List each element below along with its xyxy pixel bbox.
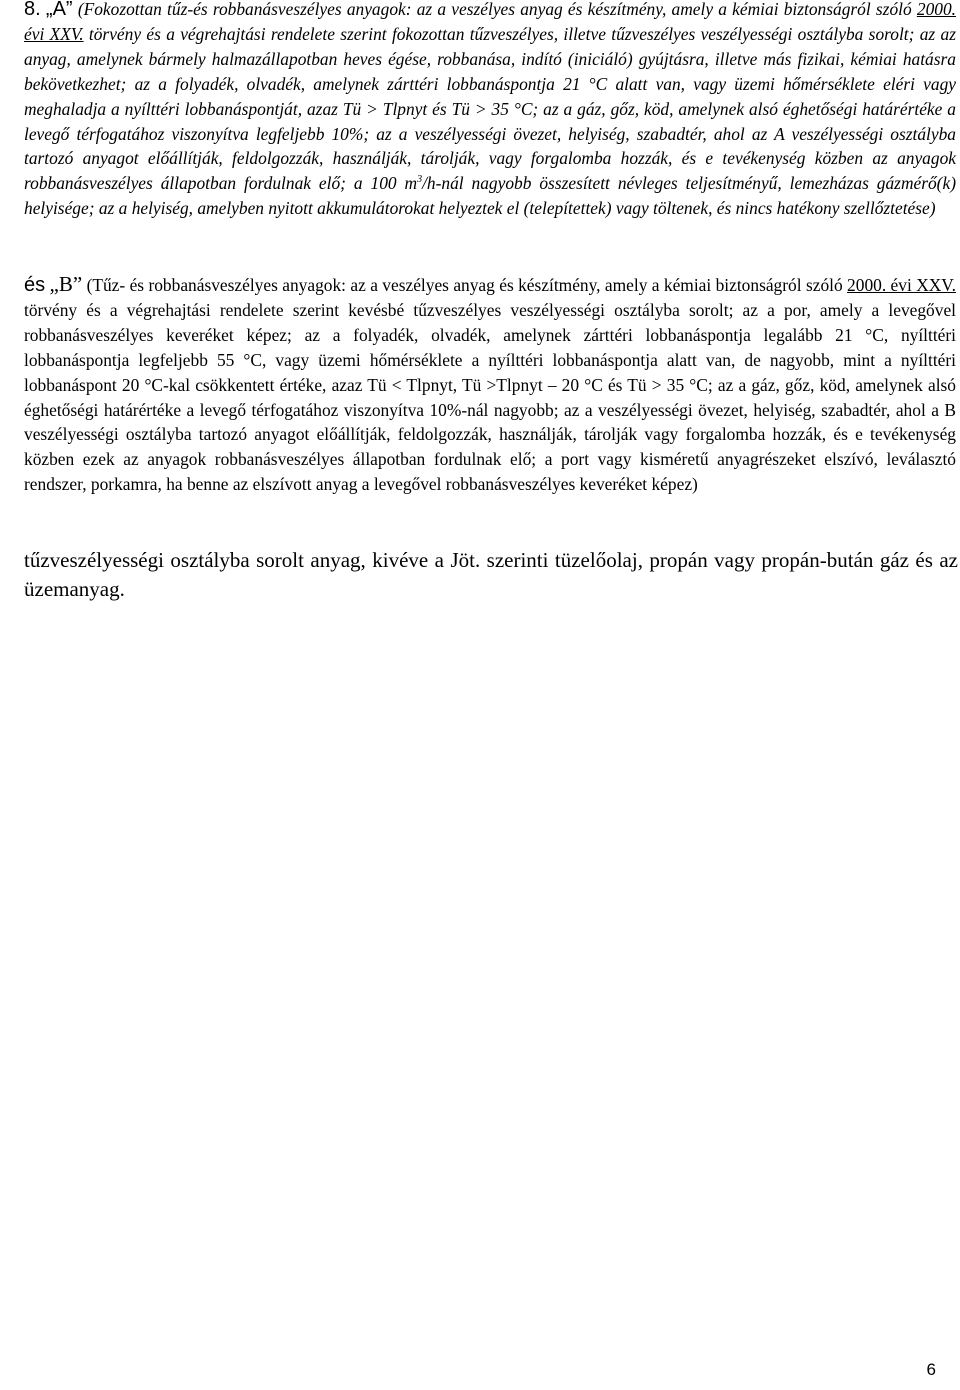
section-b-intro: (Tűz- és robbanásveszélyes anyagok: az a veszélyes anyag és készítmény, amely a kémiai biztonságról szóló (82, 275, 848, 295)
section-b-quote-close: ” (72, 272, 83, 296)
section-a-law-reference: 2000. évi XXV. (24, 0, 957, 44)
section-a-paragraph (24, 0, 956, 221)
section-a-quote-close: ” (65, 0, 73, 20)
section-b-quote-open: „ (49, 272, 59, 296)
section-a-quote-open: „ (45, 0, 53, 20)
section-b-law-reference: 2000. évi XXV. (847, 275, 956, 295)
item-number: 8. (24, 0, 41, 20)
section-b-paragraph (24, 272, 956, 497)
section-a-body: törvény és a végrehajtási rendelete szerint fokozottan tűzveszélyes, illetve tűzveszélyes veszélyességi osztályba sorolt; az az anyag, amelynek bármely halmazállapotban heves égése, robbanása, indító (iniciáló) gyújtásra, illetve más fizikai, kémiai hatásra bekövetkezhet; az a folyadék, olvadék, amelynek zárttéri lobbanáspontja 21 °C alatt van, vagy üzemi hőmérséklete eléri vagy meghaladja a nyílttéri lobbanáspontját, azaz Tü > Tlpnyt és Tü > 35 °C; az a gáz, gőz, köd, amelynek alsó éghetőségi határértéke a levegő térfogatához viszonyítva legfeljebb 10%; az a veszélyességi övezet, helyiség, szabadtér, ahol az A veszélyességi osztályba tartozó anyagot előállítják, feldolgozzák, használják, tárolják, vagy forgalomba hozzák, és e tevékenység közben az anyagok robbanásveszélyes állapotban fordulnak elő; a 100 m (24, 23, 956, 194)
section-a-letter: A (52, 0, 66, 20)
section-a-superscript: 3 (417, 174, 423, 186)
section-a-intro: (Fokozottan tűz-és robbanásveszélyes anyagok: az a veszélyes anyag és készítmény, amely a kémiai biztonságról szóló (77, 0, 917, 19)
conclusion-text: tűzveszélyességi osztályba sorolt anyag, kivéve a Jöt. szerinti tüzelőolaj, propán vagy propán-bután gáz és az üzemanyag. (24, 548, 958, 601)
section-b-conjunction: és (24, 274, 46, 296)
section-b-body: törvény és a végrehajtási rendelete szerint kevésbé tűzveszélyes veszélyességi osztályba sorolt; az a por, amely a levegővel robbanásveszélyes keveréket képez; az a folyadék, olvadék, amelynek zárttéri lobbanáspontja legalább 21 °C, nyílttéri lobbanáspontja legfeljebb 55 °C, vagy üzemi hőmérséklete a nyílttéri lobbanáspontja alatt van, de nagyobb, mint a nyílttéri lobbanáspont 20 °C-kal csökkentett értéke, azaz Tü < Tlpnyt, Tü >Tlpnyt – 20 °C és Tü > 35 °C; az a gáz, gőz, köd, amelynek alsó éghetőségi határértéke a levegő térfogatához viszonyítva 10%-nál nagyobb; az a veszélyességi övezet, helyiség, szabadtér, ahol a B veszélyességi osztályba tartozó anyagot előállítják, feldolgozzák, használják, tárolják vagy forgalomba hozzák, és e tevékenység közben ezek az anyagok robbanásveszélyes állapotban fordulnak elő; a port vagy kisméretű anyagrészeket elszívó, leválasztó rendszer, porkamra, ha benne az elszívott anyag a levegővel robbanásveszélyes keveréket képez) (24, 299, 956, 495)
section-b-letter: B (58, 272, 73, 296)
page-number: 6 (926, 1360, 936, 1379)
section-a-body-end: /h-nál nagyobb összesített névleges teljesítményű, lemezházas gázmérő(k) helyisége; az a helyiség, amelyben nyitott akkumulátorokat helyeztek el (telepítettek) vagy töltenek, és nincs hatékony szellőztetése) (24, 173, 956, 219)
